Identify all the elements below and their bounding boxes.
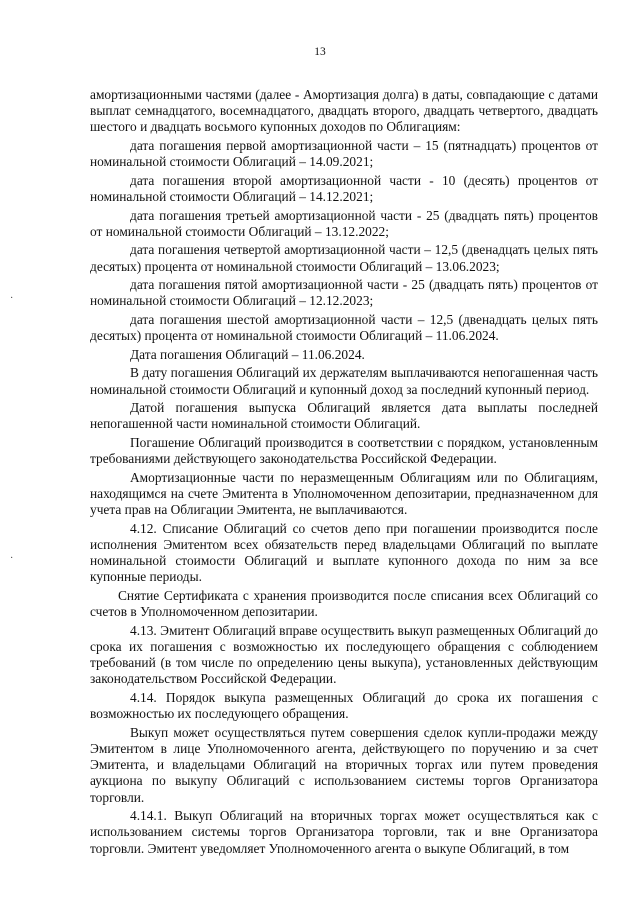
paragraph: дата погашения третьей амортизационной части - 25 (двадцать пять) процентов от номинальной стоимости Облигаций – 13.12.2022; <box>90 207 598 239</box>
paragraph: Датой погашения выпуска Облигаций является дата выплаты последней непогашенной части номинальной стоимости Облигаций. <box>90 400 598 432</box>
paragraph: Амортизационные части по неразмещенным Облигациям или по Облигациям, находящимся на счете Эмитента в Уполномоченном депозитарии, предназначенном для учета прав на Облигации Эмитента, не выплачиваются. <box>90 469 598 518</box>
paragraph: 4.14. Порядок выкупа размещенных Облигаций до срока их погашения с возможностью их последующего обращения. <box>90 689 598 722</box>
paragraph: амортизационными частями (далее - Амортизация долга) в даты, совпадающие с датами выплат семнадцатого, восемнадцатого, двадцать второго, двадцать четвертого, двадцать шестого и двадцать восьмого купонных доходов по Облигациям: <box>90 87 598 135</box>
paragraph: дата погашения второй амортизационной части - 10 (десять) процентов от номинальной стоимости Облигаций – 14.12.2021; <box>90 172 598 204</box>
page-number: 13 <box>314 46 326 58</box>
paragraph: Выкуп может осуществляться путем совершения сделок купли-продажи между Эмитентом в лице Уполномоченного агента, действующего по поручению и за счет Эмитента, и владельцами Облигаций на вторичных торгах или путем проведения аукциона по выкупу Облигаций с использованием системы торгов Организатора торговли. <box>90 724 598 805</box>
paragraph: 4.14.1. Выкуп Облигаций на вторичных торгах может осуществляться как с использованием системы торгов Организатора торговли, так и вне Организатора торговли. Эмитент уведомляет Уполномоченного агента о выкупе Облигаций, в том <box>90 808 598 856</box>
document-body <box>90 87 598 857</box>
scan-speck: · <box>10 553 14 564</box>
paragraph: дата погашения пятой амортизационной части - 25 (двадцать пять) процентов от номинальной стоимости Облигаций – 12.12.2023; <box>90 277 598 309</box>
paragraph: 4.12. Списание Облигаций со счетов депо при погашении производится после исполнения Эмитентом всех обязательств перед владельцами Облигаций по выплате номинальной стоимости Облигаций и выплате купонного дохода по ним за все купонные периоды. <box>90 520 598 585</box>
scan-speck: · <box>10 293 14 304</box>
paragraph: Погашение Облигаций производится в соответствии с порядком, установленным требованиями действующего законодательства Российской Федерации. <box>90 434 598 467</box>
paragraph: дата погашения шестой амортизационной части – 12,5 (двенадцать целых пять десятых) процента от номинальной стоимости Облигаций – 11.06.2024. <box>90 311 598 344</box>
paragraph: дата погашения первой амортизационной части – 15 (пятнадцать) процентов от номинальной стоимости Облигаций – 14.09.2021; <box>90 138 598 170</box>
paragraph: 4.13. Эмитент Облигаций вправе осуществить выкуп размещенных Облигаций до срока их погашения с возможностью их последующего обращения с соблюдением требований (в том числе по определению цены выкупа), установленных действующим законодательством Российской Федерации. <box>90 622 598 687</box>
paragraph: Снятие Сертификата с хранения производится после списания всех Облигаций со счетов в Уполномоченном депозитарии. <box>90 587 598 620</box>
paragraph: В дату погашения Облигаций их держателям выплачиваются непогашенная часть номинальной стоимости Облигаций и купонный доход за последний купонный период. <box>90 365 598 397</box>
paragraph: Дата погашения Облигаций – 11.06.2024. <box>130 346 365 362</box>
paragraph: дата погашения четвертой амортизационной части – 12,5 (двенадцать целых пять десятых) процента от номинальной стоимости Облигаций – 13.06.2023; <box>90 242 598 274</box>
